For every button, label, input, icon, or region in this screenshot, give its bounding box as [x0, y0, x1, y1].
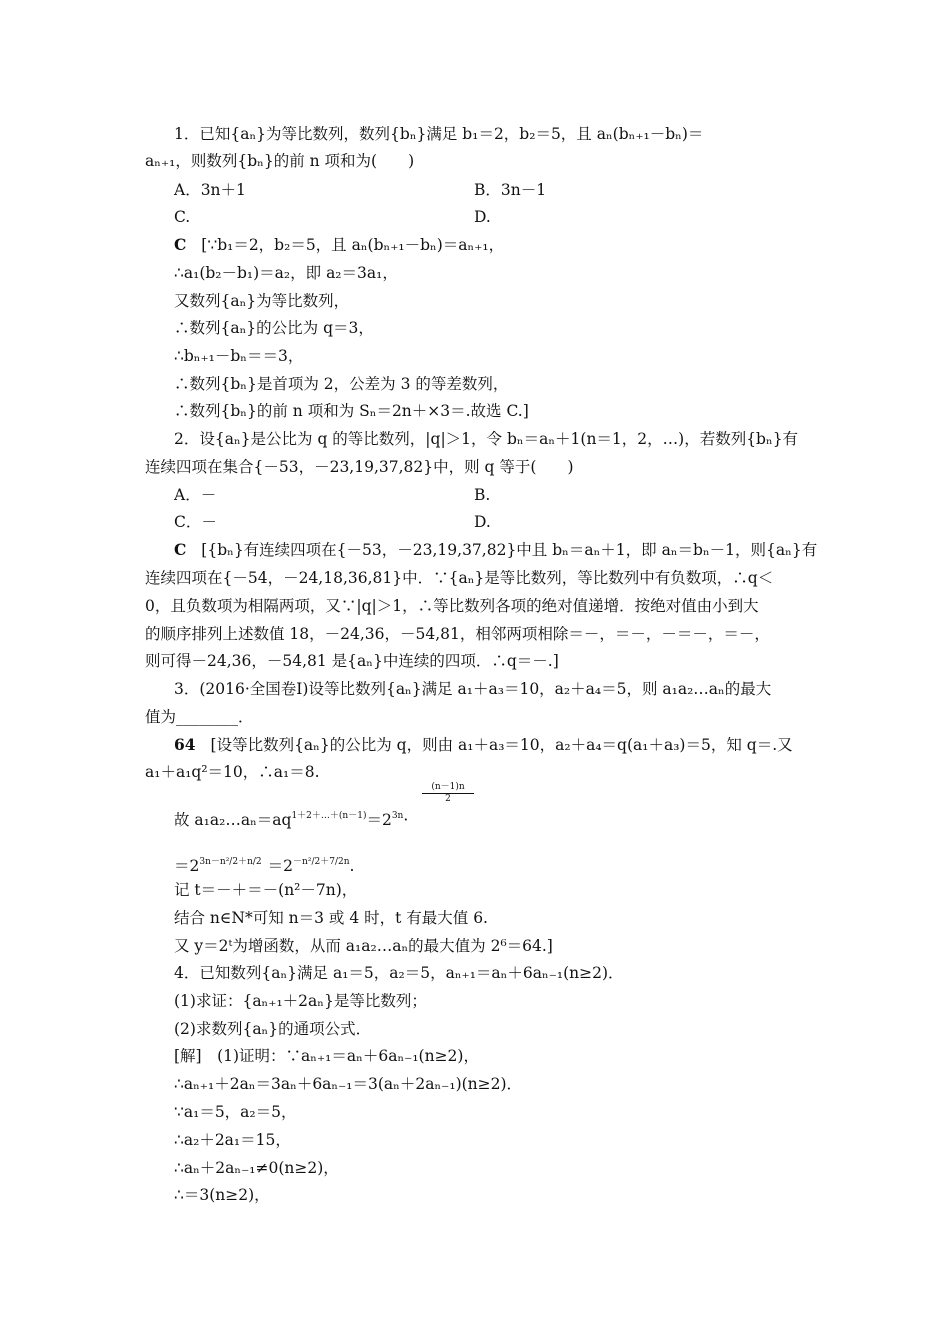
q3-stem-line1: 3．(2016·全国卷Ⅰ)设等比数列{aₙ}满足 a₁＋a₃＝10，a₂＋a₄＝5，则 a₁a₂…aₙ的最大	[174, 680, 772, 698]
q2-solution-line2: 连续四项在{－54，－24,18,36,81}中．∵{aₙ}是等比数列，等比数列中有负数项，∴q＜	[145, 569, 774, 587]
q4-solution-line4: ∴a₂＋2a₁＝15，	[174, 1131, 291, 1149]
q1-solution-line6: ∴数列{bₙ}是首项为 2，公差为 3 的等差数列，	[174, 375, 509, 393]
q1-option-a: A．3n＋1	[174, 181, 246, 199]
q4-part1: (1)求证：{aₙ₊₁＋2aₙ}是等比数列；	[174, 992, 427, 1010]
q2-option-b: B.	[474, 486, 491, 504]
q3-solution-line3: 记 t＝－＋＝－(n²－7n)，	[174, 881, 358, 899]
q1-solution-line5: ∴bₙ₊₁－bₙ＝＝3，	[174, 347, 304, 365]
q1-solution-line2: ∴a₁(b₂－b₁)＝a₂，即 a₂＝3a₁，	[174, 264, 398, 282]
q1-options-row1	[174, 180, 844, 200]
q4-solution-line1: [解] (1)证明：∵aₙ₊₁＝aₙ＋6aₙ₋₁(n≥2)，	[174, 1047, 479, 1065]
q2-option-d: D.	[474, 513, 491, 531]
q1-answer: C	[174, 235, 187, 254]
formula2-exp-c: ＋	[238, 857, 248, 867]
q2-options-row1	[174, 485, 844, 505]
q2-option-a: A．－	[174, 486, 217, 504]
q2-solution-line4: 的顺序排列上述数值 18，－24,36，－54,81，相邻两项相除＝－，＝－，－＝－，＝－，	[145, 625, 770, 643]
q3-solution-line4: 结合 n∈N*可知 n＝3 或 4 时，t 有最大值 6.	[174, 909, 488, 927]
formula2-exp-a: 3n－	[199, 857, 220, 867]
formula2-period: .	[349, 857, 355, 875]
q2-stem-line2: 连续四项在集合{－53，－23,19,37,82}中，则 q 等于( )	[145, 458, 574, 476]
q4-part2: (2)求数列{aₙ}的通项公式．	[174, 1020, 372, 1038]
formula-fraction-denominator: 2	[445, 794, 451, 804]
q3-solution-line2: a₁＋a₁q²＝10，∴a₁＝8.	[145, 763, 320, 781]
q3-solution-text: [设等比数列{aₙ}的公比为 q，则由 a₁＋a₃＝10，a₂＋a₄＝q(a₁＋a₃)＝5，知 q＝.又	[210, 736, 793, 754]
q3-solution-line1	[174, 735, 844, 755]
q1-solution-line4: ∴数列{aₙ}的公比为 q＝3，	[174, 319, 374, 337]
formula2-eq: ＝2	[174, 857, 200, 875]
formula2-exp-d: n/2	[247, 857, 262, 867]
formula-fraction	[422, 782, 474, 805]
q1-solution-line7: ∴数列{bₙ}的前 n 项和为 Sₙ＝2n＋×3＝.故选 C.]	[174, 402, 529, 420]
q1-option-d: D.	[474, 208, 491, 226]
formula-product: 故 a₁a₂…aₙ＝aq	[174, 811, 292, 829]
q1-options-row2	[174, 207, 844, 227]
q2-option-c: C．－	[174, 513, 217, 531]
q2-solution-text: [{bₙ}有连续四项在{－53，－23,19,37,82}中且 bₙ＝aₙ＋1，即 aₙ＝bₙ－1，则{aₙ}有	[201, 541, 818, 559]
formula-dot: ·	[403, 811, 409, 829]
q2-solution-line1	[174, 540, 844, 560]
formula2-eq2: ＝2	[267, 857, 294, 875]
q2-stem-line1: 2．设{aₙ}是公比为 q 的等比数列，|q|＞1，令 bₙ＝aₙ＋1(n＝1，2，…)，若数列{bₙ}有	[174, 430, 799, 448]
formula2-exp-f: n²/2	[302, 857, 321, 867]
q4-solution-line5: ∴aₙ＋2aₙ₋₁≠0(n≥2)，	[174, 1159, 339, 1177]
q3-formula-line2	[174, 852, 844, 876]
q3-solution-line5: 又 y＝2ᵗ为增函数，从而 a₁a₂…aₙ的最大值为 2⁶＝64.]	[174, 937, 553, 955]
formula-fraction-numerator: (n－1)n	[422, 782, 474, 794]
formula2-exp-i: n	[343, 857, 350, 867]
q3-formula-line1	[174, 782, 844, 830]
formula-equals-2: ＝2	[366, 811, 392, 829]
q2-solution-line3: 0，且负数项为相隔两项，又∵|q|＞1，∴等比数列各项的绝对值递增．按绝对值由小到大	[145, 597, 759, 615]
formula2-exp-h: 7/2	[329, 857, 344, 867]
q1-solution-line1	[174, 235, 844, 255]
formula2-exp-g: ＋	[320, 857, 330, 867]
q1-solution-text: [∵b₁＝2，b₂＝5，且 aₙ(bₙ₊₁－bₙ)＝aₙ₊₁，	[201, 236, 505, 254]
q1-option-c: C.	[174, 208, 191, 226]
q4-solution-line2: ∴aₙ₊₁＋2aₙ＝3aₙ＋6aₙ₋₁＝3(aₙ＋2aₙ₋₁)(n≥2)．	[174, 1075, 523, 1093]
formula2-exp-e: －	[293, 857, 303, 867]
formula-exponent-3n: 3n	[391, 811, 404, 821]
q4-stem-line1: 4．已知数列{aₙ}满足 a₁＝5，a₂＝5，aₙ₊₁＝aₙ＋6aₙ₋₁(n≥2)．	[174, 964, 624, 982]
q3-answer: 64	[174, 735, 196, 754]
q4-solution-line3: ∵a₁＝5，a₂＝5，	[174, 1103, 297, 1121]
q1-option-b: B．3n－1	[474, 181, 547, 199]
q1-solution-line3: 又数列{aₙ}为等比数列，	[174, 292, 350, 310]
q2-solution-line5: 则可得－24,36，－54,81 是{aₙ}中连续的四项．∴q＝－.]	[145, 652, 559, 670]
q1-stem-line1: 1．已知{aₙ}为等比数列，数列{bₙ}满足 b₁＝2，b₂＝5，且 aₙ(bₙ₊₁－bₙ)＝	[174, 125, 704, 143]
q1-stem-line2: aₙ₊₁，则数列{bₙ}的前 n 项和为( )	[145, 152, 415, 170]
formula2-exp-b: n²/2	[219, 857, 239, 867]
formula-exponent-sum: 1＋2＋…＋(n－1)	[291, 811, 367, 821]
q3-stem-line2: 值为________．	[145, 708, 254, 726]
q2-options-row2	[174, 512, 844, 532]
q2-answer: C	[174, 540, 187, 559]
q4-solution-line6: ∴＝3(n≥2)，	[174, 1186, 270, 1204]
